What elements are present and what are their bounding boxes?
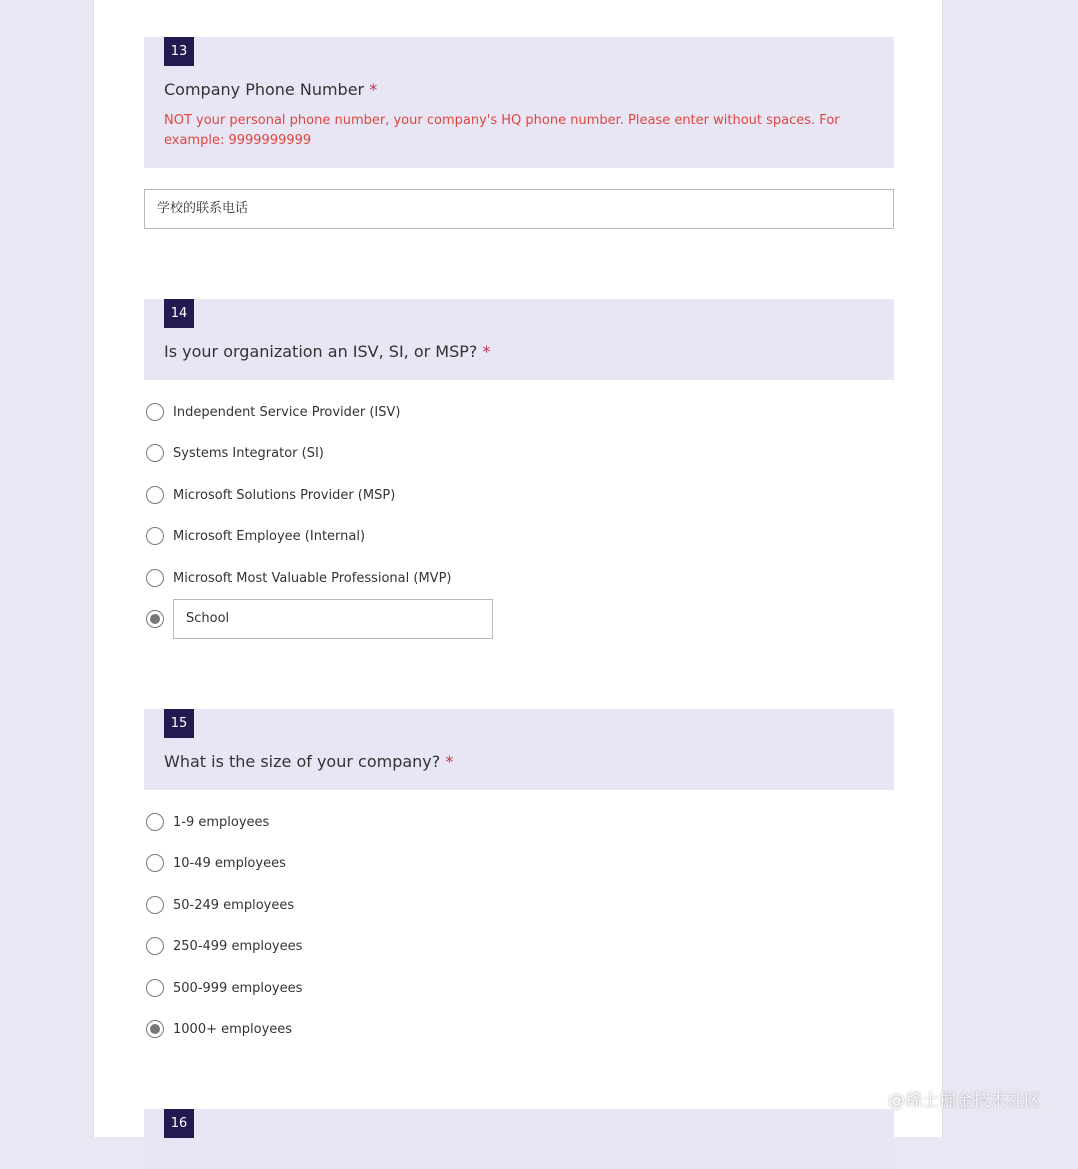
question-title xyxy=(164,80,874,99)
radio-option[interactable] xyxy=(146,569,451,587)
question-14-header xyxy=(144,299,894,380)
question-title xyxy=(164,342,874,361)
option-label: Systems Integrator (SI) xyxy=(173,445,324,461)
form-card xyxy=(93,0,943,1137)
required-mark: * xyxy=(369,80,378,99)
option-label: 250-499 employees xyxy=(173,938,303,954)
radio-button[interactable] xyxy=(146,444,164,462)
radio-button[interactable] xyxy=(146,979,164,997)
radio-button[interactable] xyxy=(146,896,164,914)
radio-button[interactable] xyxy=(146,937,164,955)
question-number: 13 xyxy=(164,37,194,66)
option-label: Microsoft Employee (Internal) xyxy=(173,528,366,544)
required-mark: * xyxy=(482,342,491,361)
radio-button-selected[interactable] xyxy=(146,1020,164,1038)
option-label: 1000+ employees xyxy=(173,1021,293,1037)
radio-option[interactable] xyxy=(146,1020,292,1038)
question-title-text: Company Phone Number xyxy=(164,80,365,99)
question-number: 15 xyxy=(164,709,194,738)
radio-button-selected[interactable] xyxy=(146,610,164,628)
phone-number-input[interactable]: 学校的联系电话 xyxy=(144,189,894,229)
radio-button[interactable] xyxy=(146,403,164,421)
radio-option[interactable] xyxy=(146,854,286,872)
radio-button[interactable] xyxy=(146,854,164,872)
radio-button[interactable] xyxy=(146,527,164,545)
question-description: NOT your personal phone number, your company's HQ phone number. Please enter without spaces. For example: 9999999999 xyxy=(164,113,840,148)
radio-option[interactable] xyxy=(146,979,302,997)
question-title-text: What is the size of your company? xyxy=(164,752,441,771)
watermark: @稀土掘金技术社区 xyxy=(888,1091,1041,1111)
radio-button[interactable] xyxy=(146,813,164,831)
question-13-header xyxy=(144,37,894,168)
radio-option[interactable] xyxy=(146,937,302,955)
radio-button[interactable] xyxy=(146,486,164,504)
option-label: Microsoft Most Valuable Professional (MVP) xyxy=(173,570,452,586)
radio-button[interactable] xyxy=(146,569,164,587)
radio-option[interactable] xyxy=(146,527,365,545)
radio-option-other[interactable] xyxy=(146,599,493,639)
question-number: 16 xyxy=(164,1109,194,1138)
question-16-header xyxy=(144,1109,894,1169)
required-mark: * xyxy=(445,752,454,771)
question-title xyxy=(164,752,874,771)
radio-option[interactable] xyxy=(146,444,324,462)
option-label: 10-49 employees xyxy=(173,855,286,871)
option-label: 1-9 employees xyxy=(173,814,270,830)
radio-option[interactable] xyxy=(146,403,401,421)
radio-option[interactable] xyxy=(146,896,294,914)
question-title-text: Is your organization an ISV, SI, or MSP? xyxy=(164,342,478,361)
other-input[interactable]: School xyxy=(173,599,493,639)
option-label: 50-249 employees xyxy=(173,897,295,913)
question-number: 14 xyxy=(164,299,194,328)
option-label: Independent Service Provider (ISV) xyxy=(173,404,401,420)
option-label: Microsoft Solutions Provider (MSP) xyxy=(173,487,396,503)
option-label: 500-999 employees xyxy=(173,980,303,996)
radio-option[interactable] xyxy=(146,486,395,504)
radio-option[interactable] xyxy=(146,813,269,831)
question-15-header xyxy=(144,709,894,790)
